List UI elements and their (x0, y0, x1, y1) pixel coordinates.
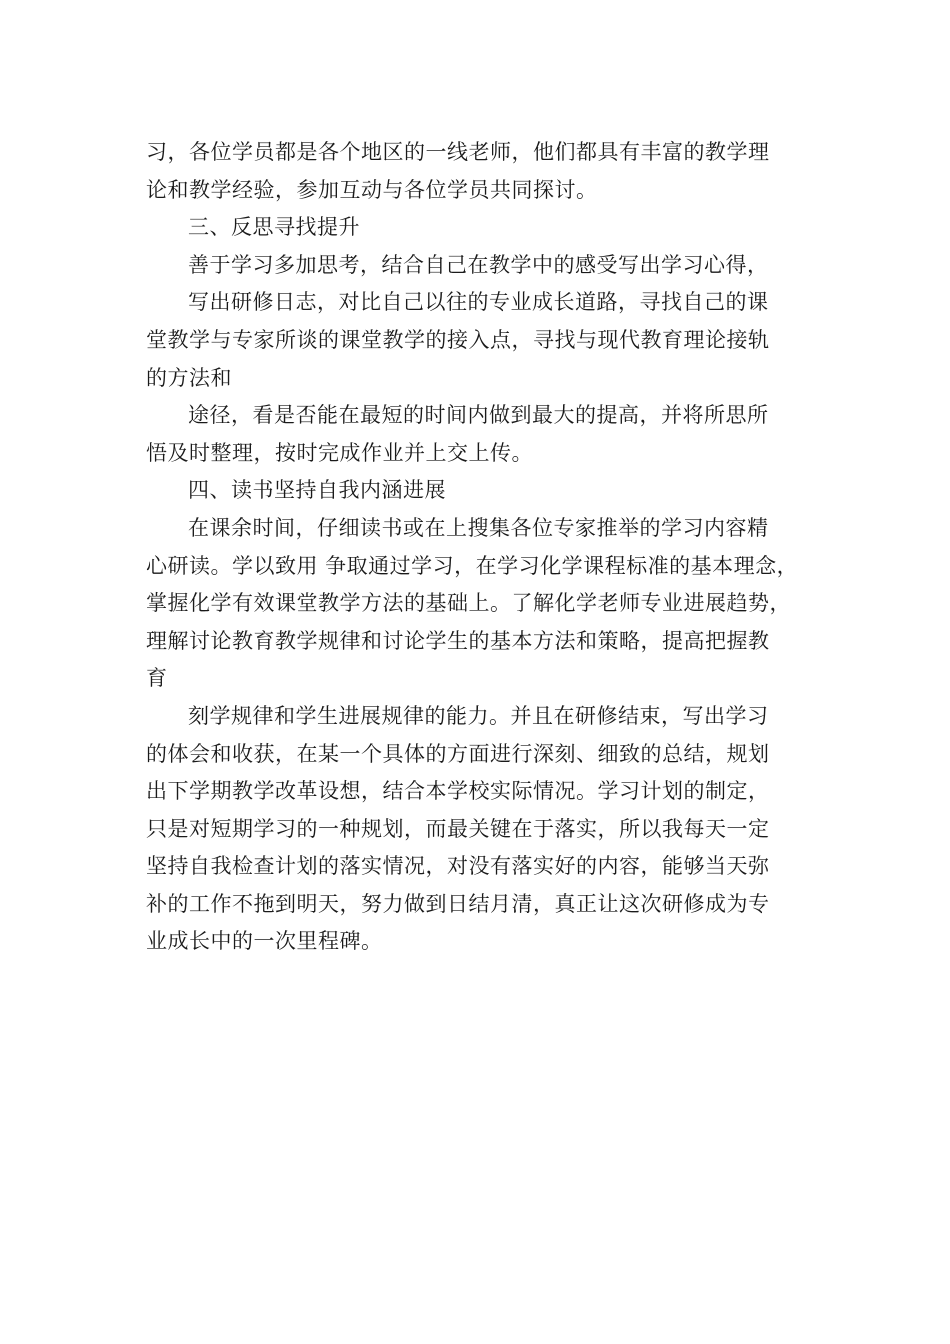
section-heading: 三、反思寻找提升 (188, 215, 360, 240)
text-line: 育 (146, 666, 168, 691)
text-line: 善于学习多加思考，结合自己在教学中的感受写出学习心得， (188, 252, 769, 277)
text-line: 在课余时间，仔细读书或在上搜集各位专家推举的学习内容精 (188, 515, 769, 540)
text-line: 习，各位学员都是各个地区的一线老师，他们都具有丰富的教学理 (146, 140, 770, 164)
document-body (146, 134, 826, 961)
text-line: 只是对短期学习的一种规划，而最关键在于落实，所以我每天一定 (146, 816, 770, 841)
text-line: 写出研修日志，对比自己以往的专业成长道路，寻找自己的课 (188, 290, 769, 315)
text-line: 的方法和 (146, 365, 232, 390)
text-line: 途径，看是否能在最短的时间内做到最大的提高，并将所思所 (188, 403, 769, 428)
text-line: 补的工作不拖到明天，努力做到日结月清，真正让这次研修成为专 (146, 891, 770, 916)
text-line: 堂教学与专家所谈的课堂教学的接入点，寻找与现代教育理论接轨 (146, 327, 770, 352)
section-heading: 四、读书坚持自我内涵进展 (188, 478, 446, 503)
text-line: 掌握化学有效课堂教学方法的基础上。了解化学老师专业进展趋势， (146, 591, 791, 616)
text-line: 论和教学经验，参加互动与各位学员共同探讨。 (146, 177, 598, 202)
text-line: 业成长中的一次里程碑。 (146, 929, 383, 954)
text-line: 的体会和收获，在某一个具体的方面进行深刻、细致的总结，规划 (146, 741, 770, 766)
text-line: 理解讨论教育教学规律和讨论学生的基本方法和策略，提高把握教 (146, 628, 770, 653)
text-line: 刻学规律和学生进展规律的能力。并且在研修结束，写出学习 (188, 703, 769, 728)
text-line: 悟及时整理，按时完成作业并上交上传。 (146, 440, 533, 465)
text-line: 出下学期教学改革设想，结合本学校实际情况。学习计划的制定， (146, 779, 770, 804)
text-line: 心研读。学以致用 争取通过学习，在学习化学课程标准的基本理念， (146, 553, 799, 578)
text-line: 坚持自我检查计划的落实情况，对没有落实好的内容，能够当天弥 (146, 854, 770, 879)
